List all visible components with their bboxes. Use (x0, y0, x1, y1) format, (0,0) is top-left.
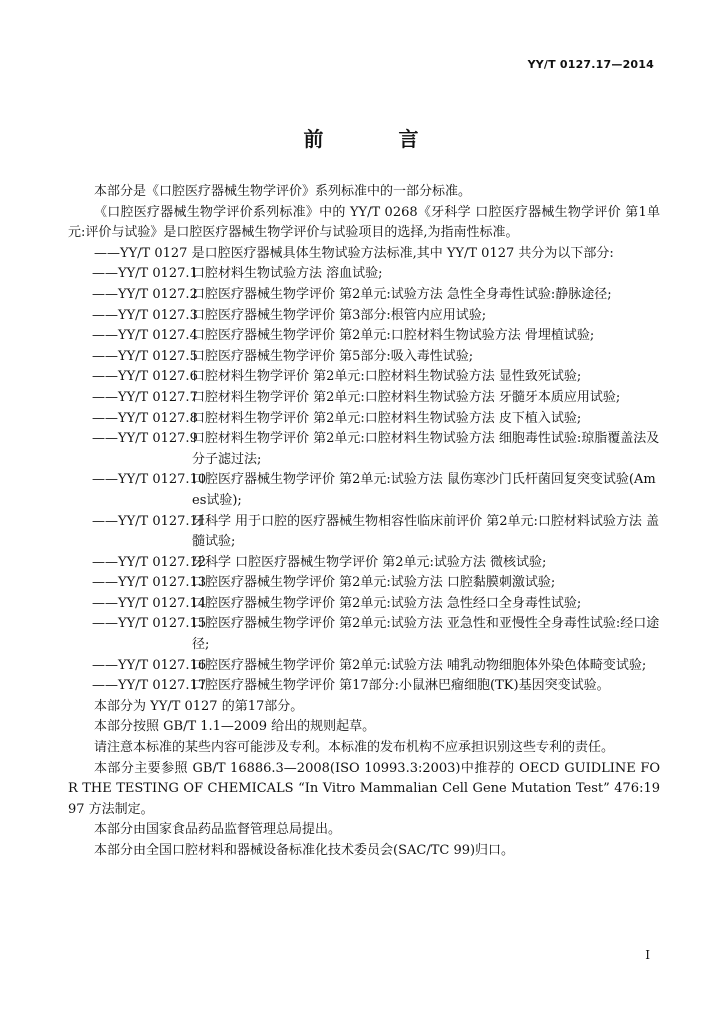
closing-paragraph: 本部分为 YY/T 0127 的第17部分。 (94, 698, 304, 714)
list-item (68, 409, 660, 430)
part-title: 口腔材料生物学评价 第2单元:口腔材料生物试验方法 显性致死试验; (192, 369, 582, 385)
part-code: ——YY/T 0127.12 (92, 554, 207, 570)
standard-code-header: YY/T 0127.17—2014 (527, 58, 654, 71)
closing-paragraph: 本部分主要参照 GB/T 16886.3—2008(ISO 10993.3:2003)中推荐的 OECD GUIDLINE FOR THE TESTING OF CHEMICALS “In Vitro Mammalian Cell Gene Mutation Test” 476:1997 方法制定。 (68, 760, 660, 817)
part-title: 口腔医疗器械生物学评价 第2单元:试验方法 急性全身毒性试验:静脉途径; (192, 286, 612, 302)
part-code: ——YY/T 0127.2 (92, 286, 198, 302)
list-item (68, 429, 660, 470)
document-body (68, 182, 660, 862)
list-item (68, 326, 660, 347)
list-item (68, 306, 660, 327)
part-title: 口腔医疗器械生物学评价 第2单元:试验方法 鼠伤寒沙门氏杆菌回复突变试验(Ames试验); (192, 472, 656, 508)
list-item (68, 285, 660, 306)
closing-paragraph: 本部分按照 GB/T 1.1—2009 给出的规则起草。 (94, 719, 376, 735)
part-code: ——YY/T 0127.14 (92, 595, 207, 611)
part-title: 口腔医疗器械生物学评价 第17部分:小鼠淋巴瘤细胞(TK)基因突变试验。 (192, 678, 610, 694)
list-item (68, 573, 660, 594)
part-title: 口腔医疗器械生物学评价 第5部分:吸入毒性试验; (192, 348, 474, 364)
list-item (68, 594, 660, 615)
part-code: ——YY/T 0127.3 (92, 307, 198, 323)
list-item (68, 512, 660, 553)
list-item (68, 388, 660, 409)
list-item (68, 347, 660, 368)
part-code: ——YY/T 0127.13 (92, 575, 207, 591)
part-code: ——YY/T 0127.16 (92, 657, 207, 673)
part-code: ——YY/T 0127.5 (92, 348, 198, 364)
list-item (68, 614, 660, 655)
part-title: 口腔医疗器械生物学评价 第2单元:试验方法 口腔黏膜刺激试验; (192, 575, 556, 591)
part-code: ——YY/T 0127.15 (92, 616, 207, 632)
part-code: ——YY/T 0127.7 (92, 389, 198, 405)
closing-paragraph: 本部分由国家食品药品监督管理总局提出。 (94, 822, 342, 838)
intro-paragraph: 《口腔医疗器械生物学评价系列标准》中的 YY/T 0268《牙科学 口腔医疗器械生物学评价 第1单元:评价与试验》是口腔医疗器械生物学评价与试验项目的选择,为指南性标准。 (68, 204, 660, 241)
intro-paragraph: 本部分是《口腔医疗器械生物学评价》系列标准中的一部分标准。 (94, 184, 472, 199)
page-number: I (645, 948, 650, 962)
part-code: ——YY/T 0127.6 (92, 369, 198, 385)
parts-list (68, 264, 660, 696)
part-title: 口腔材料生物学评价 第2单元:口腔材料生物试验方法 皮下植入试验; (192, 410, 582, 426)
part-code: ——YY/T 0127.9 (92, 431, 198, 447)
list-item (68, 367, 660, 388)
list-item (68, 676, 660, 697)
part-code: ——YY/T 0127.11 (92, 513, 207, 529)
part-title: 牙科学 口腔医疗器械生物学评价 第2单元:试验方法 微核试验; (192, 554, 547, 570)
list-item (68, 264, 660, 285)
closing-paragraph: 请注意本标准的某些内容可能涉及专利。本标准的发布机构不应承担识别这些专利的责任。 (94, 740, 615, 756)
part-title: 口腔材料生物学评价 第2单元:口腔材料生物试验方法 细胞毒性试验:琼脂覆盖法及分子滤过法; (192, 431, 660, 467)
part-title: 口腔医疗器械生物学评价 第2单元:试验方法 亚急性和亚慢性全身毒性试验:经口途径; (192, 616, 660, 653)
part-title: 口腔医疗器械生物学评价 第2单元:试验方法 急性经口全身毒性试验; (192, 595, 582, 611)
closing-paragraph: 本部分由全国口腔材料和器械设备标准化技术委员会(SAC/TC 99)归口。 (94, 843, 515, 858)
page-title: 前 言 (303, 127, 453, 151)
part-title: 口腔材料生物试验方法 溶血试验; (192, 266, 383, 282)
part-code: ——YY/T 0127.1 (92, 266, 198, 282)
part-title: 牙科学 用于口腔的医疗器械生物相容性临床前评价 第2单元:口腔材料试验方法 盖髓试验; (192, 513, 660, 550)
part-title: 口腔医疗器械生物学评价 第3部分:根管内应用试验; (192, 307, 487, 323)
part-title: 口腔医疗器械生物学评价 第2单元:口腔材料生物试验方法 骨埋植试验; (192, 328, 595, 344)
intro-paragraph: ——YY/T 0127 是口腔医疗器械具体生物试验方法标准,其中 YY/T 0127 共分为以下部分: (94, 245, 614, 261)
part-code: ——YY/T 0127.17 (92, 678, 207, 694)
part-title: 口腔医疗器械生物学评价 第2单元:试验方法 哺乳动物细胞体外染色体畸变试验; (192, 657, 647, 673)
part-code: ——YY/T 0127.8 (92, 410, 198, 426)
list-item (68, 656, 660, 677)
list-item (68, 470, 660, 511)
part-title: 口腔材料生物学评价 第2单元:口腔材料生物试验方法 牙髓牙本质应用试验; (192, 389, 621, 405)
part-code: ——YY/T 0127.10 (92, 472, 207, 488)
list-item (68, 553, 660, 574)
part-code: ——YY/T 0127.4 (92, 328, 198, 344)
